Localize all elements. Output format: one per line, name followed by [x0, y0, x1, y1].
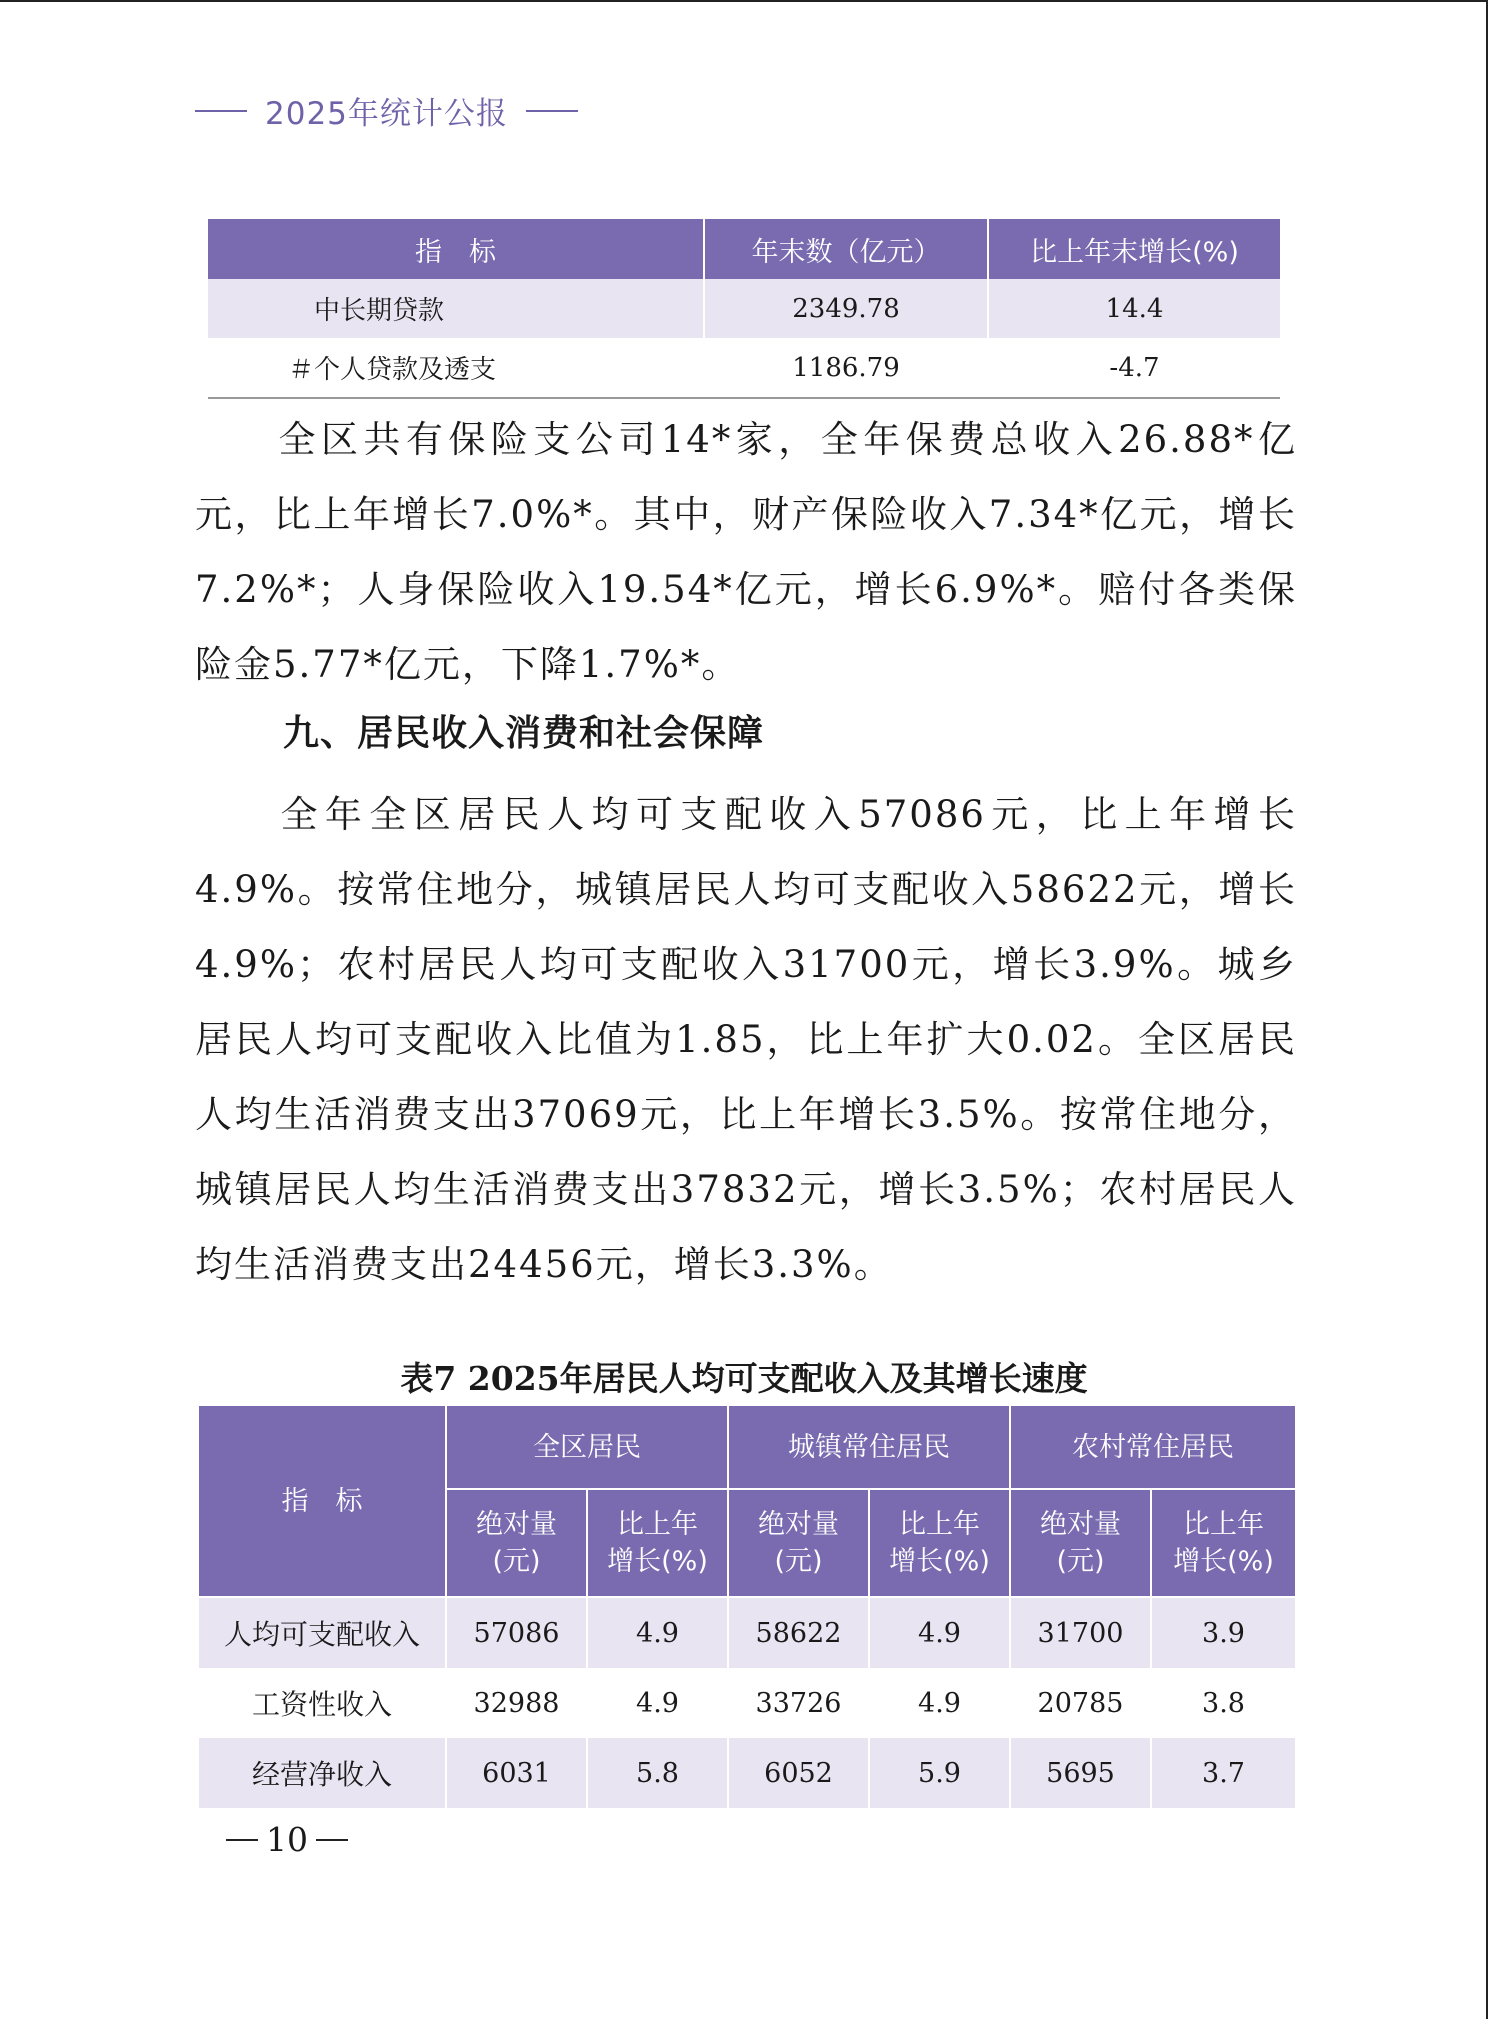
- header-title: 2025年统计公报: [265, 96, 508, 132]
- table-row: [208, 279, 1280, 338]
- cell: 32988: [446, 1668, 587, 1738]
- row-label: ＃个人贷款及透支: [208, 338, 704, 398]
- cell: 3.9: [1151, 1597, 1296, 1668]
- running-header: [195, 88, 578, 133]
- cell: 4.9: [869, 1668, 1010, 1738]
- page-number-text: 10: [266, 1820, 308, 1859]
- group-header-urban: 城镇常住居民: [728, 1405, 1010, 1489]
- cell: 6052: [728, 1738, 869, 1808]
- cell: 4.9: [869, 1597, 1010, 1668]
- row-growth: 14.4: [988, 279, 1280, 338]
- cell: 3.7: [1151, 1738, 1296, 1808]
- header-rule-left: [195, 110, 247, 112]
- group-header-rural: 农村常住居民: [1010, 1405, 1296, 1489]
- income-header-row-1: [198, 1405, 1296, 1489]
- cell: 31700: [1010, 1597, 1151, 1668]
- loan-header-indicator: 指 标: [208, 219, 704, 279]
- table-caption: 表7 2025年居民人均可支配收入及其增长速度: [400, 1359, 1088, 1398]
- page-number: [226, 1820, 348, 1859]
- loan-table-header-row: [208, 219, 1280, 279]
- page-number-dash-left: [226, 1839, 258, 1841]
- group-header-all: 全区居民: [446, 1405, 728, 1489]
- income-table: [197, 1404, 1297, 1808]
- row-value: 1186.79: [704, 338, 988, 398]
- income-header-indicator: 指 标: [198, 1405, 446, 1597]
- cell: 5.8: [587, 1738, 728, 1808]
- cell: 57086: [446, 1597, 587, 1668]
- sub-header-abs: 绝对量 (元): [728, 1489, 869, 1597]
- table-row: [198, 1738, 1296, 1808]
- cell: 4.9: [587, 1597, 728, 1668]
- table-row: [208, 338, 1280, 398]
- cell: 33726: [728, 1668, 869, 1738]
- insurance-paragraph: [195, 402, 1297, 702]
- page-number-dash-right: [316, 1839, 348, 1841]
- row-growth: -4.7: [988, 338, 1280, 398]
- cell: 20785: [1010, 1668, 1151, 1738]
- table-row: [198, 1597, 1296, 1668]
- loan-table: [208, 219, 1280, 399]
- insurance-paragraph-text: 全区共有保险支公司14*家，全年保费总收入26.88*亿元，比上年增长7.0%*。其中，财产保险收入7.34*亿元，增长7.2%*；人身保险收入19.54*亿元，增长6.9%*。赔付各类保险金5.77*亿元，下降1.7%*。: [195, 418, 1297, 686]
- sub-header-abs: 绝对量 (元): [1010, 1489, 1151, 1597]
- row-label: 工资性收入: [198, 1668, 446, 1738]
- cell: 6031: [446, 1738, 587, 1808]
- row-label: 中长期贷款: [208, 279, 704, 338]
- sub-header-abs: 绝对量 (元): [446, 1489, 587, 1597]
- row-label: 经营净收入: [198, 1738, 446, 1808]
- loan-header-growth: 比上年末增长(%): [988, 219, 1280, 279]
- loan-header-value: 年末数（亿元）: [704, 219, 988, 279]
- sub-header-growth: 比上年 增长(%): [1151, 1489, 1296, 1597]
- sub-header-growth: 比上年 增长(%): [869, 1489, 1010, 1597]
- income-paragraph: [195, 777, 1297, 1302]
- row-label: 人均可支配收入: [198, 1597, 446, 1668]
- income-paragraph-text: 全年全区居民人均可支配收入57086元，比上年增长4.9%。按常住地分，城镇居民人均可支配收入58622元，增长4.9%；农村居民人均可支配收入31700元，增长3.9%。城乡居民人均可支配收入比值为1.85，比上年扩大0.02。全区居民人均生活消费支出37069元，比上年增长3.5%。按常住地分，城镇居民人均生活消费支出37832元，增长3.5%；农村居民人均生活消费支出24456元，增长3.3%。: [195, 793, 1297, 1286]
- sub-header-growth: 比上年 增长(%): [587, 1489, 728, 1597]
- cell: 4.9: [587, 1668, 728, 1738]
- row-value: 2349.78: [704, 279, 988, 338]
- header-rule-right: [526, 110, 578, 112]
- cell: 5.9: [869, 1738, 1010, 1808]
- table-row: [198, 1668, 1296, 1738]
- cell: 3.8: [1151, 1668, 1296, 1738]
- cell: 5695: [1010, 1738, 1151, 1808]
- section-title: 九、居民收入消费和社会保障: [283, 713, 765, 754]
- cell: 58622: [728, 1597, 869, 1668]
